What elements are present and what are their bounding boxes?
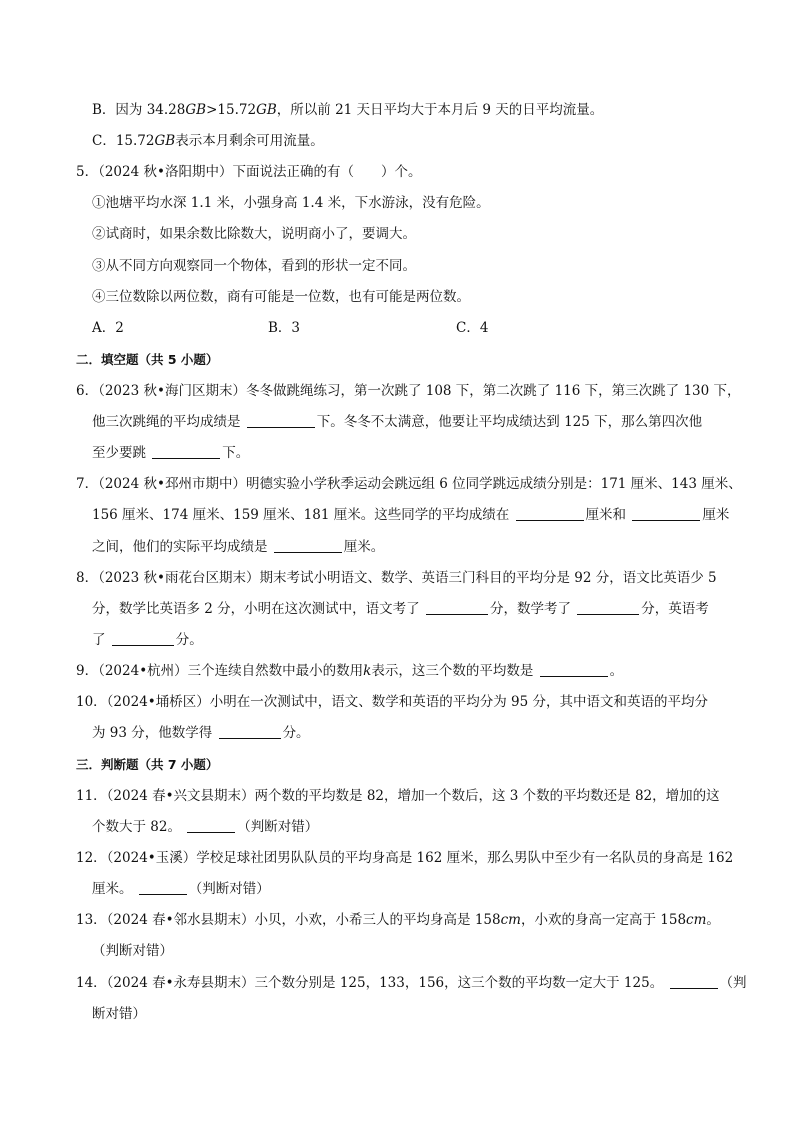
q8-line-2: 分，数学比英语多 2 分，小明在这次测试中，语文考了 分，数学考了 分，英语考: [92, 601, 709, 617]
q8-answer-blank-2[interactable]: [577, 600, 639, 615]
q10-line-2: 为 93 分，他数学得 分。: [92, 725, 310, 741]
q14-answer-blank[interactable]: [670, 974, 718, 989]
q14-line-2: 断对错）: [92, 1006, 146, 1022]
q6-answer-blank-1[interactable]: [247, 413, 315, 428]
q13-line-2: （判断对错）: [92, 943, 173, 959]
q7-answer-blank-3[interactable]: [274, 538, 342, 553]
q10-line-1: 10．（2024•埇桥区）小明在一次测试中，语文、数学和英语的平均分为 95 分，其中语文和英语的平均分: [76, 694, 709, 710]
q8-answer-blank-3[interactable]: [112, 631, 174, 646]
q8-answer-blank-1[interactable]: [426, 600, 488, 615]
q12-line-1: 12．（2024•玉溪）学校足球社团男队队员的平均身高是 162 厘米，那么男队中至少有一名队员的身高是 162: [76, 850, 734, 866]
q5-option-c: C．4: [456, 320, 489, 336]
q7-line-2: 156 厘米、174 厘米、159 厘米、181 厘米。这些同学的平均成绩在 厘米和 厘米: [92, 507, 730, 523]
q7-answer-blank-1[interactable]: [516, 506, 584, 521]
q12-line-2: 厘米。 （判断对错）: [92, 881, 270, 897]
q14-line-1: 14．（2024 春•永寿县期末）三个数分别是 125，133，156，这三个数的平均数一定大于 125。 （判: [76, 975, 747, 991]
q11-answer-blank[interactable]: [187, 818, 235, 833]
q5-statement-4: ④三位数除以两位数，商有可能是一位数，也有可能是两位数。: [92, 289, 470, 305]
q10-answer-blank[interactable]: [219, 724, 281, 739]
section-true-false-heading: 三．判断题（共 7 小题）: [76, 757, 219, 772]
q7-line-3: 之间，他们的实际平均成绩是 厘米。: [92, 539, 385, 555]
q5-statement-1: ①池塘平均水深 1.1 米，小强身高 1.4 米，下水游泳，没有危险。: [92, 195, 490, 211]
q5-option-a: A．2: [92, 320, 124, 336]
q5-statement-2: ②试商时，如果余数比除数大，说明商小了，要调大。: [92, 226, 416, 242]
q7-answer-blank-2[interactable]: [632, 506, 700, 521]
q11-line-1: 11．（2024 春•兴文县期末）两个数的平均数是 82，增加一个数后，这 3 个数的平均数还是 82，增加的这: [76, 788, 720, 804]
q5-stem: 5．（2024 秋•洛阳期中）下面说法正确的有（ ）个。: [76, 164, 422, 180]
q4-option-b: B．因为 34.28GB>15.72GB，所以前 21 天日平均大于本月后 9 天的日平均流量。: [92, 102, 604, 118]
q9-answer-blank[interactable]: [540, 662, 608, 677]
q7-line-1: 7．（2024 秋•邳州市期中）明德实验小学秋季运动会跳远组 6 位同学跳远成绩分别是：171 厘米、143 厘米、: [76, 476, 742, 492]
q9-line: 9．（2024•杭州）三个连续自然数中最小的数用k表示，这三个数的平均数是 。: [76, 663, 624, 679]
q12-answer-blank[interactable]: [139, 880, 187, 895]
q11-line-2: 个数大于 82。 （判断对错）: [92, 819, 319, 835]
q8-line-1: 8．（2023 秋•雨花台区期末）期末考试小明语文、数学、英语三门科目的平均分是 92 分，语文比英语少 5: [76, 570, 717, 586]
q4-option-c: C．15.72GB表示本月剩余可用流量。: [92, 133, 324, 149]
q6-answer-blank-2[interactable]: [152, 444, 220, 459]
q5-option-b: B．3: [268, 320, 301, 336]
q6-line-2: 他三次跳绳的平均成绩是 下。冬冬不太满意，他要让平均成绩达到 125 下，那么第四次他: [92, 414, 703, 430]
q13-line-1: 13．（2024 春•邻水县期末）小贝，小欢，小希三人的平均身高是 158cm，小欢的身高一定高于 158cm。: [76, 912, 720, 928]
section-fill-in-heading: 二．填空题（共 5 小题）: [76, 352, 219, 367]
q5-statement-3: ③从不同方向观察同一个物体，看到的形状一定不同。: [92, 258, 416, 274]
q6-line-3: 至少要跳 下。: [92, 445, 250, 461]
q8-line-3: 了 分。: [92, 632, 203, 648]
q6-line-1: 6．（2023 秋•海门区期末）冬冬做跳绳练习，第一次跳了 108 下，第二次跳了 116 下，第三次跳了 130 下，: [76, 383, 741, 399]
